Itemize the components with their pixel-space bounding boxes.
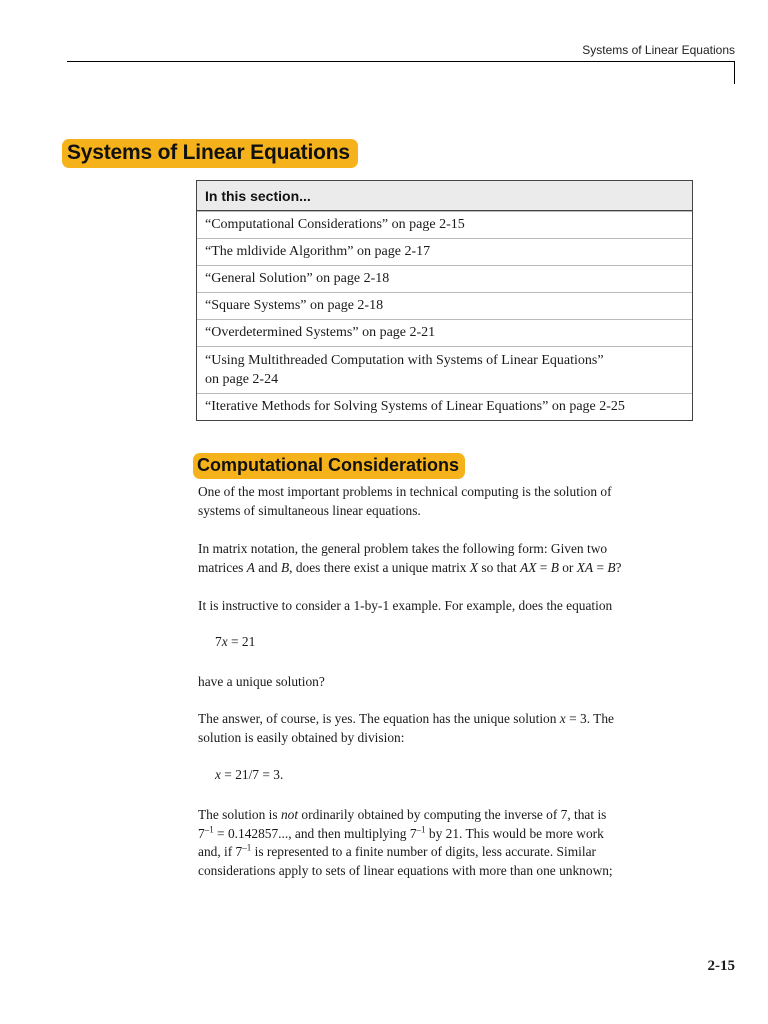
superscript: –1 bbox=[204, 824, 214, 835]
math-var: X bbox=[469, 559, 479, 575]
paragraph-intro-line2: systems of simultaneous linear equations. bbox=[198, 502, 421, 518]
toc-link-general-solution[interactable]: “General Solution” on page 2-18 bbox=[197, 265, 692, 292]
text-fragment: 7 bbox=[215, 634, 222, 649]
paragraph-matrix-line1: In matrix notation, the general problem takes the following form: Given two bbox=[198, 541, 608, 556]
in-this-section-box bbox=[196, 180, 693, 421]
text-fragment: = 0.142857..., and then multiplying 7 bbox=[213, 825, 417, 841]
text-fragment: = 3. The bbox=[565, 711, 614, 726]
toc-link-multithreaded-computation[interactable] bbox=[197, 346, 692, 393]
toc-link-overdetermined-systems[interactable]: “Overdetermined Systems” on page 2-21 bbox=[197, 319, 692, 346]
text-fragment: The answer, of course, is yes. The equation has the unique solution bbox=[198, 711, 560, 726]
text-fragment: = 21 bbox=[227, 634, 256, 649]
math-var: A bbox=[246, 559, 255, 575]
text-fragment: = bbox=[593, 559, 608, 575]
emphasis-not: not bbox=[280, 807, 299, 822]
toc-link-mldivide-algorithm[interactable]: “The mldivide Algorithm” on page 2-17 bbox=[197, 238, 692, 265]
text-fragment: by 21. This would be more work bbox=[425, 825, 604, 841]
paragraph-inverse bbox=[198, 806, 698, 880]
paragraph-matrix-notation bbox=[198, 540, 698, 577]
toc-link-square-systems[interactable]: “Square Systems” on page 2-18 bbox=[197, 292, 692, 319]
text-fragment: 7 bbox=[198, 825, 205, 841]
equation-x-21-7 bbox=[215, 767, 283, 783]
math-var: B bbox=[550, 559, 559, 575]
text-fragment: or bbox=[558, 559, 577, 575]
toc-link-computational-considerations[interactable]: “Computational Considerations” on page 2-15 bbox=[197, 211, 692, 238]
toc-link-iterative-methods[interactable]: “Iterative Methods for Solving Systems of Linear Equations” on page 2-25 bbox=[197, 393, 692, 420]
math-var: x bbox=[215, 767, 221, 782]
text-fragment: ? bbox=[615, 559, 622, 575]
paragraph-answer bbox=[198, 710, 698, 747]
text-fragment: = 21/7 = 3. bbox=[220, 767, 284, 782]
text-fragment: so that bbox=[478, 559, 521, 575]
math-var: x bbox=[221, 634, 228, 649]
text-fragment: , does there exist a unique matrix bbox=[289, 559, 470, 575]
paragraph-example: It is instructive to consider a 1-by-1 example. For example, does the equation bbox=[198, 598, 613, 613]
text-fragment: = bbox=[536, 559, 551, 575]
paragraph-intro-line1: One of the most important problems in technical computing is the solution of bbox=[198, 484, 612, 499]
math-var: XA bbox=[576, 559, 594, 575]
section-title: Systems of Linear Equations bbox=[62, 139, 358, 168]
header-rule-tick bbox=[734, 61, 735, 84]
math-var: AX bbox=[520, 559, 537, 575]
text-fragment: and bbox=[254, 559, 281, 575]
superscript: –1 bbox=[242, 842, 252, 853]
text-fragment: matrices bbox=[198, 559, 247, 575]
text-fragment: considerations apply to sets of linear equations with more than one unknown; bbox=[198, 862, 613, 878]
text-fragment: solution is easily obtained by division: bbox=[198, 729, 405, 745]
paragraph-intro bbox=[198, 483, 698, 520]
text-fragment: is represented to a finite number of digits, less accurate. Similar bbox=[251, 844, 596, 859]
toc-link-multithreaded-line2: on page 2-24 bbox=[205, 372, 279, 387]
text-fragment: ordinarily obtained by computing the inverse of 7, that is bbox=[298, 807, 607, 822]
equation-7x-21 bbox=[215, 634, 255, 650]
math-var: B bbox=[607, 559, 616, 575]
math-var: x bbox=[559, 711, 566, 726]
in-this-section-heading: In this section... bbox=[197, 181, 692, 211]
paragraph-unique-question: have a unique solution? bbox=[198, 674, 325, 689]
page-number: 2-15 bbox=[707, 958, 735, 974]
toc-link-multithreaded-line1: “Using Multithreaded Computation with Systems of Linear Equations” bbox=[205, 353, 604, 368]
subsection-title: Computational Considerations bbox=[193, 453, 465, 479]
superscript: –1 bbox=[416, 824, 426, 835]
text-fragment: The solution is bbox=[198, 807, 281, 822]
math-var: B bbox=[280, 559, 290, 575]
text-fragment: and, if 7 bbox=[198, 844, 243, 859]
header-rule bbox=[67, 61, 735, 62]
running-head: Systems of Linear Equations bbox=[582, 43, 735, 57]
